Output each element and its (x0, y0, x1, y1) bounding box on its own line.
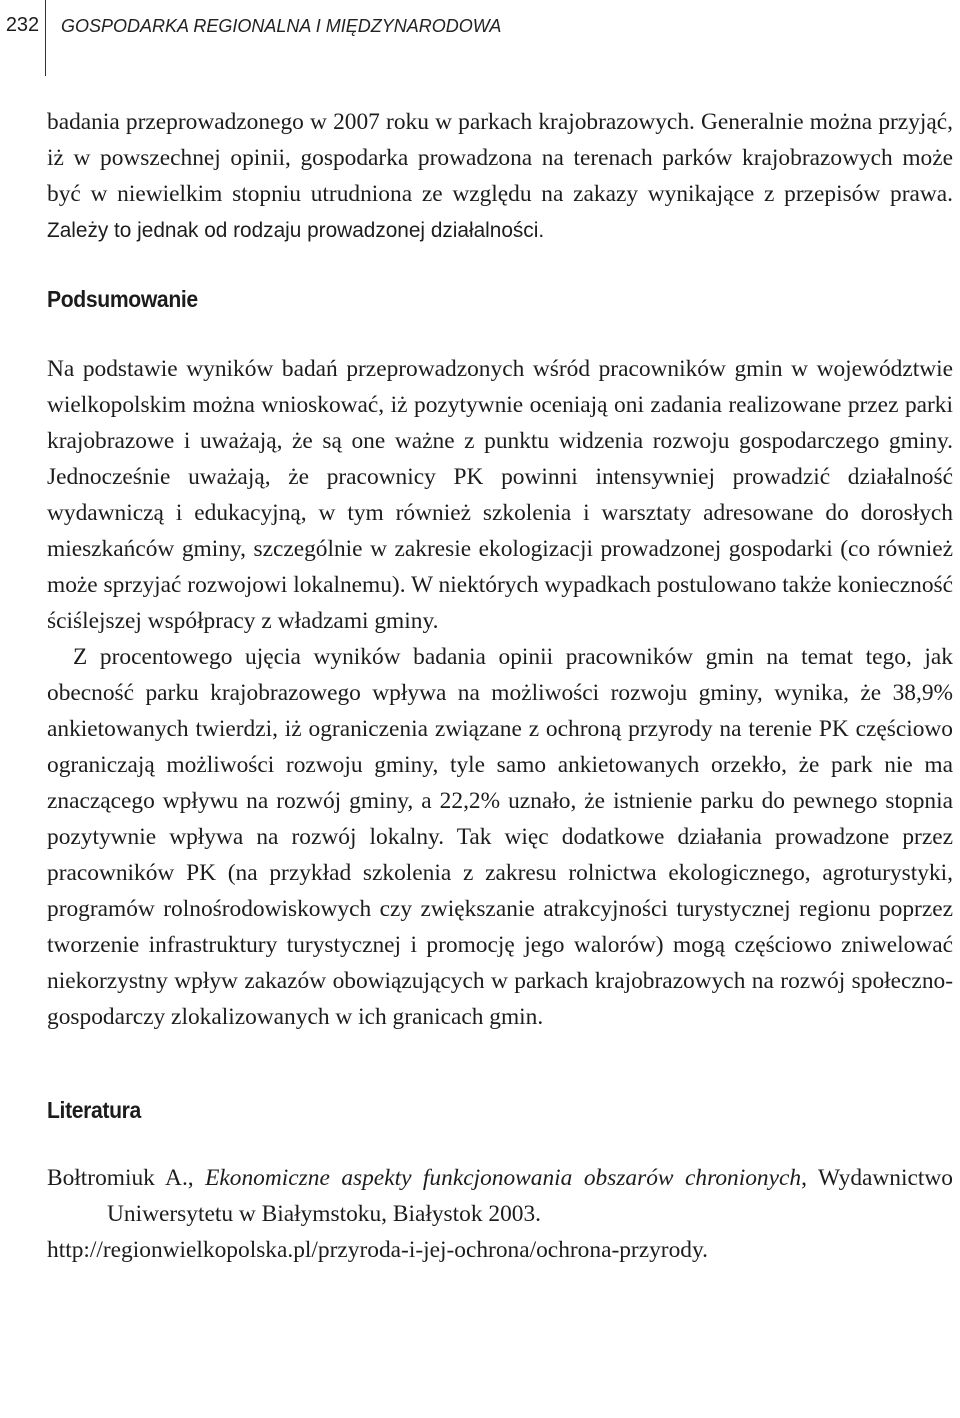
intro-sans-text: Zależy to jednak od rodzaju prowadzonej działalności. (47, 219, 545, 242)
intro-serif-text: badania przeprowadzonego w 2007 roku w parkach krajobrazowych. Generalnie można przyjąć, iż w powszechnej opinii, gospodarka prowadzona na terenach parków krajobrazowych może być w niewielkim stopniu utrudniona ze względu na zakazy wynikające z przepisów prawa. (47, 109, 953, 207)
reference-item (47, 1160, 953, 1232)
page-number: 232 (5, 14, 40, 36)
running-head: GOSPODARKA REGIONALNA I MIĘDZYNARODOWA (61, 16, 502, 36)
summary-paragraph-2: Z procentowego ujęcia wyników badania opinii pracowników gmin na temat tego, jak obecność parku krajobrazowego wpływa na możliwości rozwoju gminy, wynika, że 38,9% ankietowanych twierdzi, iż ograniczenia związane z ochroną przyrody na terenie PK częściowo ograniczają możliwości rozwoju gminy, tyle samo ankietowanych orzekło, że park nie ma znaczącego wpływu na rozwój gminy, a 22,2% uznało, że istnienie parku do pewnego stopnia pozytywnie wpływa na rozwój lokalny. Tak więc dodatkowe działania prowadzone przez pracowników PK (na przykład szkolenia z zakresu rolnictwa ekologicznego, agroturystyki, programów rolnośrodowiskowych czy zwiększanie atrakcyjności turystycznej regionu poprzez tworzenie infrastruktury turystycznej i promocję jego walorów) mogą częściowo zniwelować niekorzystny wpływ zakazów obowiązujących w parkach krajobrazowych na rozwój społeczno-gospodarczy zlokalizowanych w ich granicach gmin. (47, 644, 953, 1030)
literature-heading: Literatura (47, 1097, 141, 1123)
intro-paragraph (47, 104, 953, 248)
header-divider (45, 0, 46, 76)
reference-title: Ekonomiczne aspekty funkcjonowania obszarów chronionych (205, 1165, 802, 1191)
summary-heading: Podsumowanie (47, 286, 198, 312)
summary-paragraph-1: Na podstawie wyników badań przeprowadzonych wśród pracowników gmin w województwie wielkopolskim można wnioskować, iż pozytywnie oceniają oni zadania realizowane przez parki krajobrazowe i uważają, że są one ważne z punktu widzenia rozwoju gospodarczego gminy. Jednocześnie uważają, że pracownicy PK powinni intensywniej prowadzić działalność wydawniczą i edukacyjną, w tym również szkolenia i warsztaty adresowane do dorosłych mieszkańców gminy, szczególnie w zakresie ekologizacji prowadzonej gospodarki (co również może sprzyjać rozwojowi lokalnemu). W niektórych wypadkach postulowano także konieczność ściślejszej współpracy z władzami gminy. (47, 356, 953, 634)
reference-author: Bołtromiuk A., (47, 1165, 194, 1191)
page-content (47, 104, 953, 1268)
reference-url[interactable]: http://regionwielkopolska.pl/przyroda-i-jej-ochrona/ochrona-przyrody. (47, 1237, 709, 1263)
reference-publisher: , Wydawnictwo Uniwersytetu w Białymstoku, Białystok 2003. (107, 1165, 953, 1227)
